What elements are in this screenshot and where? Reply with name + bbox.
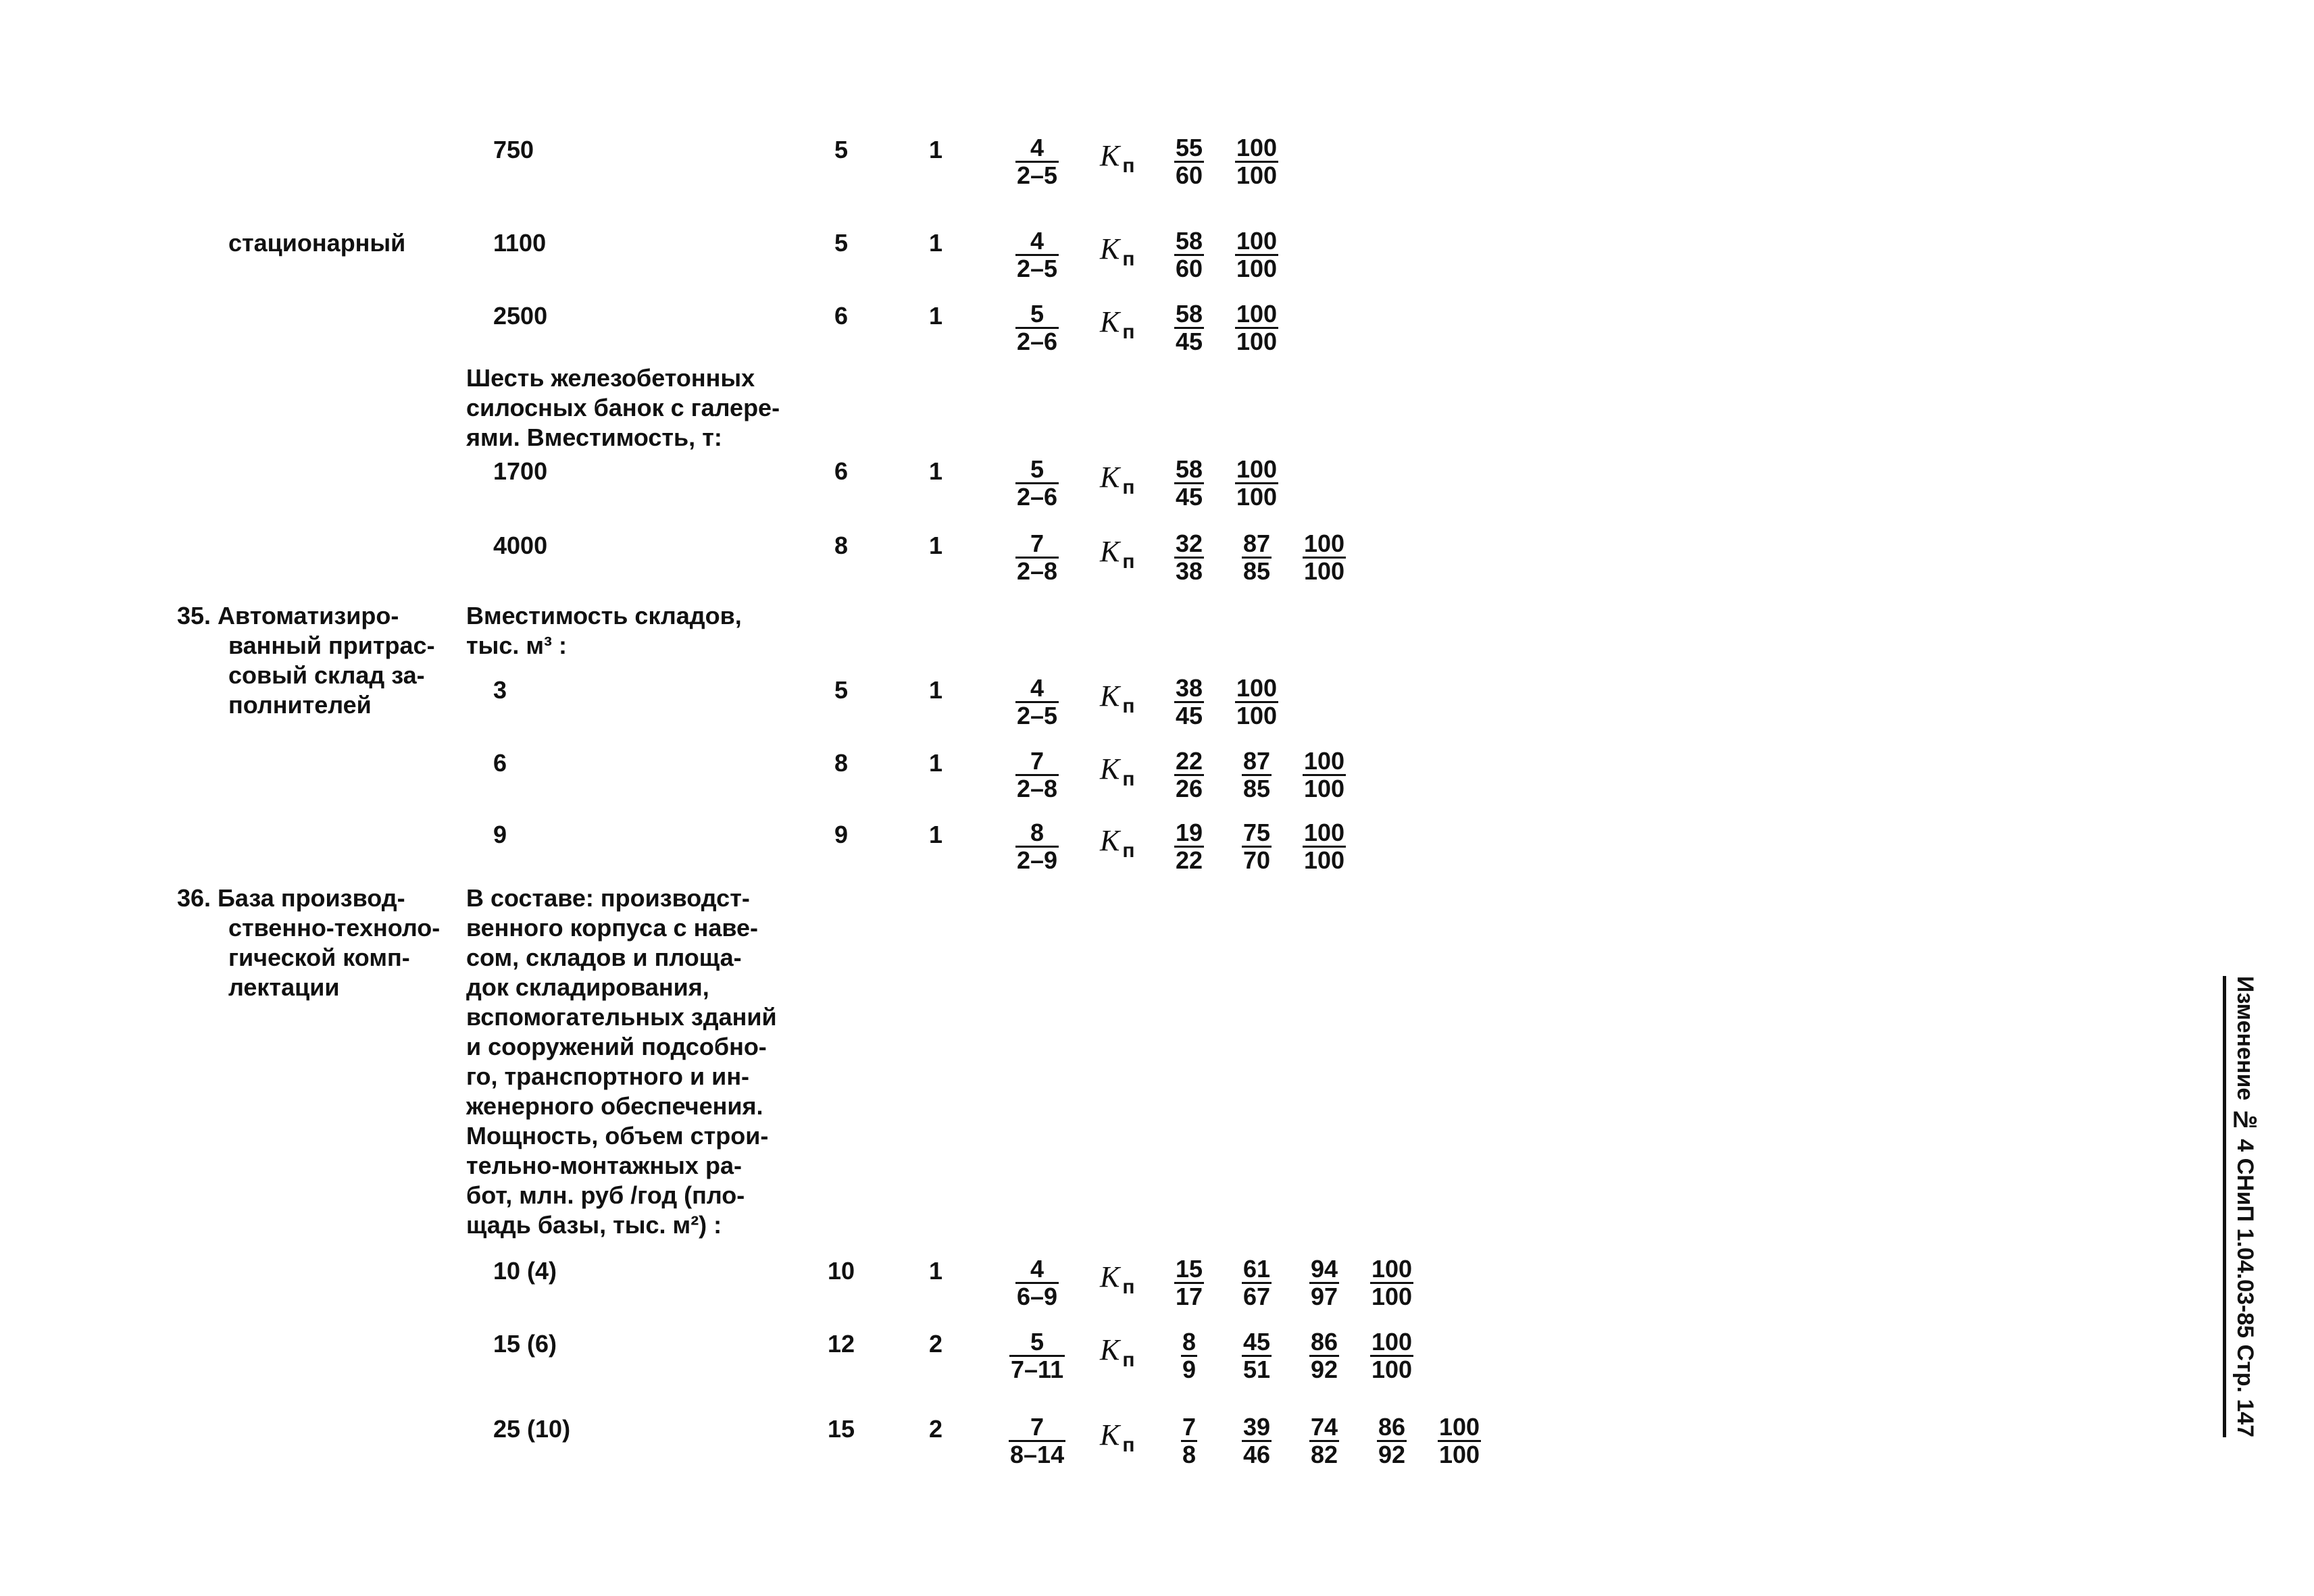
duration-fraction-numerator: 4: [1030, 134, 1045, 161]
description-line: бот, млн. руб /год (пло-: [466, 1181, 745, 1209]
column-value-1: 5: [834, 676, 849, 704]
item-name-line: ственно-техноло-: [228, 914, 441, 942]
k-coefficient-symbol: K $_п$: [1100, 1333, 1135, 1371]
k-coefficient-symbol: K $_п$: [1100, 232, 1135, 270]
duration-fraction-denominator: 2–5: [1017, 255, 1058, 282]
coefficient-fraction-denominator: 9: [1182, 1356, 1197, 1383]
description-line: венного корпуса с наве-: [466, 914, 758, 942]
coefficient-fraction-numerator: 75: [1243, 819, 1271, 846]
column-value-2: 1: [929, 821, 943, 848]
coefficient-fraction: [1174, 675, 1204, 729]
coefficient-fraction-denominator: 100: [1372, 1283, 1413, 1310]
coefficient-fraction: [1303, 531, 1346, 584]
coefficient-fraction-numerator: 87: [1243, 747, 1271, 775]
coefficient-fraction: [1174, 748, 1204, 802]
coefficient-fraction-numerator: 100: [1304, 530, 1345, 557]
coefficient-fraction-denominator: 100: [1236, 483, 1278, 511]
duration-fraction-denominator: 2–8: [1017, 557, 1058, 585]
coefficient-fraction: [1438, 1414, 1481, 1468]
coefficient-fraction-numerator: 100: [1236, 227, 1278, 255]
column-value-1: 6: [834, 302, 849, 330]
coefficient-fraction-denominator: 8: [1182, 1441, 1197, 1468]
column-value-2: 1: [929, 229, 943, 257]
coefficient-fraction-denominator: 17: [1176, 1283, 1203, 1310]
column-value-2: 1: [929, 676, 943, 704]
coefficient-fraction: [1303, 820, 1346, 873]
duration-fraction: [1015, 135, 1059, 188]
coefficient-fraction: [1235, 228, 1278, 282]
coefficient-fraction-numerator: 19: [1176, 819, 1203, 846]
coefficient-fraction-numerator: 22: [1176, 747, 1203, 775]
description-line: щадь базы, тыс. м²) :: [466, 1211, 722, 1239]
duration-fraction-numerator: 4: [1030, 674, 1045, 702]
k-coefficient-symbol: K $_п$: [1100, 824, 1135, 862]
k-coefficient-symbol: K $_п$: [1100, 1260, 1135, 1298]
coefficient-fraction-numerator: 58: [1176, 300, 1203, 328]
coefficient-fraction-denominator: 85: [1243, 557, 1271, 585]
column-value-2: 1: [929, 457, 943, 485]
item-name-line: стационарный: [228, 229, 406, 257]
duration-fraction: [1015, 748, 1059, 802]
coefficient-fraction-denominator: 67: [1243, 1283, 1271, 1310]
parameter-value: 15 (6): [493, 1330, 557, 1358]
column-value-1: 9: [834, 821, 849, 848]
coefficient-fraction-numerator: 87: [1243, 530, 1271, 557]
coefficient-fraction-denominator: 26: [1176, 775, 1203, 802]
duration-fraction: [1015, 457, 1059, 510]
coefficient-fraction-denominator: 82: [1311, 1441, 1338, 1468]
coefficient-fraction-numerator: 45: [1243, 1328, 1271, 1356]
coefficient-fraction-denominator: 60: [1176, 161, 1203, 189]
duration-fraction: [1009, 1329, 1065, 1383]
coefficient-fraction-numerator: 7: [1182, 1413, 1197, 1441]
item-name-line: 35. Автоматизиро-: [177, 602, 399, 629]
coefficient-fraction-denominator: 85: [1243, 775, 1271, 802]
k-subscript: п: [1122, 695, 1135, 717]
coefficient-fraction: [1242, 531, 1272, 584]
coefficient-fraction: [1309, 1256, 1339, 1310]
coefficient-fraction: [1242, 1256, 1272, 1310]
k-subscript: п: [1122, 155, 1135, 177]
k-subscript: п: [1122, 1434, 1135, 1456]
coefficient-fraction: [1242, 748, 1272, 802]
duration-fraction-numerator: 7: [1030, 530, 1045, 557]
k-subscript: п: [1122, 476, 1135, 498]
coefficient-fraction-numerator: 100: [1236, 134, 1278, 161]
column-value-1: 5: [834, 229, 849, 257]
coefficient-fraction-denominator: 45: [1176, 702, 1203, 729]
duration-fraction-denominator: 6–9: [1017, 1283, 1058, 1310]
item-name-line: ванный притрас-: [228, 632, 435, 659]
coefficient-fraction-numerator: 100: [1304, 819, 1345, 846]
coefficient-fraction: [1235, 135, 1278, 188]
coefficient-fraction-numerator: 58: [1176, 227, 1203, 255]
coefficient-fraction: [1174, 135, 1204, 188]
coefficient-fraction-numerator: 86: [1311, 1328, 1338, 1356]
item-name-line: лектации: [228, 973, 340, 1001]
item-name-line: 36. База производ-: [177, 884, 405, 912]
coefficient-fraction: [1370, 1329, 1413, 1383]
parameter-value: 6: [493, 749, 507, 777]
k-coefficient-symbol: K $_п$: [1100, 679, 1135, 717]
coefficient-fraction: [1235, 675, 1278, 729]
description-line: силосных банок с галере-: [466, 394, 780, 421]
coefficient-fraction-denominator: 45: [1176, 328, 1203, 355]
duration-fraction-numerator: 7: [1030, 1413, 1045, 1441]
coefficient-fraction-numerator: 100: [1236, 674, 1278, 702]
coefficient-fraction-denominator: 92: [1311, 1356, 1338, 1383]
coefficient-fraction: [1181, 1329, 1197, 1383]
coefficient-fraction-numerator: 15: [1176, 1255, 1203, 1283]
duration-fraction-denominator: 2–9: [1017, 846, 1058, 874]
duration-fraction: [1015, 531, 1059, 584]
description-line: Мощность, объем строи-: [466, 1122, 769, 1150]
coefficient-fraction: [1174, 228, 1204, 282]
coefficient-fraction-denominator: 97: [1311, 1283, 1338, 1310]
duration-fraction-denominator: 2–5: [1017, 161, 1058, 189]
coefficient-fraction: [1235, 457, 1278, 510]
description-line: Вместимость складов,: [466, 602, 742, 629]
coefficient-fraction: [1242, 1414, 1272, 1468]
k-coefficient-symbol: K $_п$: [1100, 752, 1135, 790]
duration-fraction: [1015, 820, 1059, 873]
coefficient-fraction-denominator: 100: [1372, 1356, 1413, 1383]
k-coefficient-symbol: K $_п$: [1100, 139, 1135, 177]
coefficient-fraction-denominator: 100: [1236, 255, 1278, 282]
duration-fraction-denominator: 2–5: [1017, 702, 1058, 729]
duration-fraction-denominator: 2–8: [1017, 775, 1058, 802]
k-subscript: п: [1122, 768, 1135, 790]
column-value-2: 1: [929, 302, 943, 330]
k-subscript: п: [1122, 1349, 1135, 1371]
k-coefficient-symbol: K $_п$: [1100, 535, 1135, 573]
duration-fraction: [1009, 1414, 1065, 1468]
coefficient-fraction: [1174, 820, 1204, 873]
coefficient-fraction-denominator: 46: [1243, 1441, 1271, 1468]
coefficient-fraction: [1309, 1329, 1339, 1383]
column-value-1: 12: [828, 1330, 855, 1358]
description-line: сом, складов и площа-: [466, 944, 742, 971]
coefficient-fraction: [1174, 301, 1204, 355]
k-subscript: п: [1122, 1276, 1135, 1298]
description-line: ями. Вместимость, т:: [466, 423, 722, 451]
k-subscript: п: [1122, 550, 1135, 573]
column-value-2: 2: [929, 1415, 943, 1443]
column-value-1: 5: [834, 136, 849, 163]
item-name-line: гической комп-: [228, 944, 410, 971]
parameter-value: 750: [493, 136, 534, 163]
k-coefficient-symbol: K $_п$: [1100, 305, 1135, 343]
parameter-value: 4000: [493, 532, 548, 559]
coefficient-fraction-denominator: 100: [1236, 161, 1278, 189]
description-line: Шесть железобетонных: [466, 364, 755, 392]
coefficient-fraction-denominator: 100: [1304, 775, 1345, 802]
column-value-2: 1: [929, 532, 943, 559]
coefficient-fraction: [1235, 301, 1278, 355]
coefficient-fraction: [1303, 748, 1346, 802]
coefficient-fraction-denominator: 100: [1304, 557, 1345, 585]
duration-fraction: [1015, 228, 1059, 282]
coefficient-fraction-denominator: 100: [1236, 702, 1278, 729]
coefficient-fraction-numerator: 32: [1176, 530, 1203, 557]
description-line: тельно-монтажных ра-: [466, 1152, 742, 1179]
coefficient-fraction: [1174, 457, 1204, 510]
coefficient-fraction-denominator: 100: [1236, 328, 1278, 355]
duration-fraction: [1015, 301, 1059, 355]
item-name-line: полнителей: [228, 691, 372, 719]
coefficient-fraction-numerator: 100: [1372, 1255, 1413, 1283]
coefficient-fraction: [1309, 1414, 1339, 1468]
duration-fraction-denominator: 2–6: [1017, 328, 1058, 355]
coefficient-fraction-numerator: 100: [1439, 1413, 1480, 1441]
description-line: го, транспортного и ин-: [466, 1062, 750, 1090]
coefficient-fraction: [1377, 1414, 1407, 1468]
parameter-value: 25 (10): [493, 1415, 571, 1443]
duration-fraction-denominator: 2–6: [1017, 483, 1058, 511]
coefficient-fraction-numerator: 94: [1311, 1255, 1338, 1283]
coefficient-fraction-numerator: 100: [1304, 747, 1345, 775]
parameter-value: 1700: [493, 457, 548, 485]
item-name-line: совый склад за-: [228, 661, 425, 689]
duration-fraction-numerator: 5: [1030, 1328, 1045, 1356]
description-line: женерного обеспечения.: [466, 1092, 763, 1120]
running-header: Изменение № 4 СНиП 1.04.03-85 Стр. 147: [2223, 976, 2260, 1437]
duration-fraction-denominator: 8–14: [1010, 1441, 1065, 1468]
coefficient-fraction-numerator: 8: [1182, 1328, 1197, 1356]
duration-fraction: [1015, 1256, 1059, 1310]
k-subscript: п: [1122, 840, 1135, 862]
column-value-2: 1: [929, 1257, 943, 1285]
coefficient-fraction-numerator: 38: [1176, 674, 1203, 702]
coefficient-fraction-denominator: 60: [1176, 255, 1203, 282]
coefficient-fraction-numerator: 55: [1176, 134, 1203, 161]
coefficient-fraction-numerator: 58: [1176, 455, 1203, 483]
parameter-value: 9: [493, 821, 507, 848]
duration-fraction-denominator: 7–11: [1011, 1356, 1064, 1383]
description-line: В составе: производст-: [466, 884, 750, 912]
coefficient-fraction: [1181, 1414, 1197, 1468]
coefficient-fraction-denominator: 51: [1243, 1356, 1271, 1383]
coefficient-fraction-denominator: 70: [1243, 846, 1271, 874]
parameter-value: 3: [493, 676, 507, 704]
coefficient-fraction-denominator: 100: [1304, 846, 1345, 874]
coefficient-fraction-numerator: 61: [1243, 1255, 1271, 1283]
k-coefficient-symbol: K $_п$: [1100, 461, 1135, 498]
coefficient-fraction-denominator: 92: [1378, 1441, 1406, 1468]
coefficient-fraction-denominator: 38: [1176, 557, 1203, 585]
column-value-1: 8: [834, 749, 849, 777]
duration-fraction-numerator: 5: [1030, 300, 1045, 328]
k-subscript: п: [1122, 248, 1135, 270]
column-value-1: 15: [828, 1415, 855, 1443]
description-line: тыс. м³ :: [466, 632, 568, 659]
column-value-1: 10: [828, 1257, 855, 1285]
k-subscript: п: [1122, 321, 1135, 343]
column-value-1: 8: [834, 532, 849, 559]
coefficient-fraction-numerator: 86: [1378, 1413, 1406, 1441]
coefficient-fraction-denominator: 100: [1439, 1441, 1480, 1468]
coefficient-fraction: [1174, 1256, 1204, 1310]
description-line: и сооружений подсобно-: [466, 1033, 767, 1060]
duration-fraction-numerator: 4: [1030, 1255, 1045, 1283]
duration-fraction-numerator: 4: [1030, 227, 1045, 255]
coefficient-fraction: [1370, 1256, 1413, 1310]
coefficient-fraction-denominator: 45: [1176, 483, 1203, 511]
coefficient-fraction-numerator: 100: [1236, 455, 1278, 483]
coefficient-fraction: [1174, 531, 1204, 584]
duration-fraction-numerator: 5: [1030, 455, 1045, 483]
coefficient-fraction-denominator: 22: [1176, 846, 1203, 874]
coefficient-fraction-numerator: 74: [1311, 1413, 1338, 1441]
k-coefficient-symbol: K $_п$: [1100, 1418, 1135, 1456]
duration-fraction-numerator: 7: [1030, 747, 1045, 775]
coefficient-fraction-numerator: 100: [1236, 300, 1278, 328]
coefficient-fraction: [1242, 820, 1272, 873]
coefficient-fraction-numerator: 39: [1243, 1413, 1271, 1441]
parameter-value: 10 (4): [493, 1257, 557, 1285]
duration-fraction-numerator: 8: [1030, 819, 1045, 846]
column-value-1: 6: [834, 457, 849, 485]
column-value-2: 1: [929, 749, 943, 777]
column-value-2: 1: [929, 136, 943, 163]
duration-fraction: [1015, 675, 1059, 729]
column-value-2: 2: [929, 1330, 943, 1358]
parameter-value: 2500: [493, 302, 548, 330]
coefficient-fraction-numerator: 100: [1372, 1328, 1413, 1356]
description-line: вспомогательных зданий: [466, 1003, 777, 1031]
description-line: док складирования,: [466, 973, 709, 1001]
parameter-value: 1100: [493, 229, 547, 257]
coefficient-fraction: [1242, 1329, 1272, 1383]
